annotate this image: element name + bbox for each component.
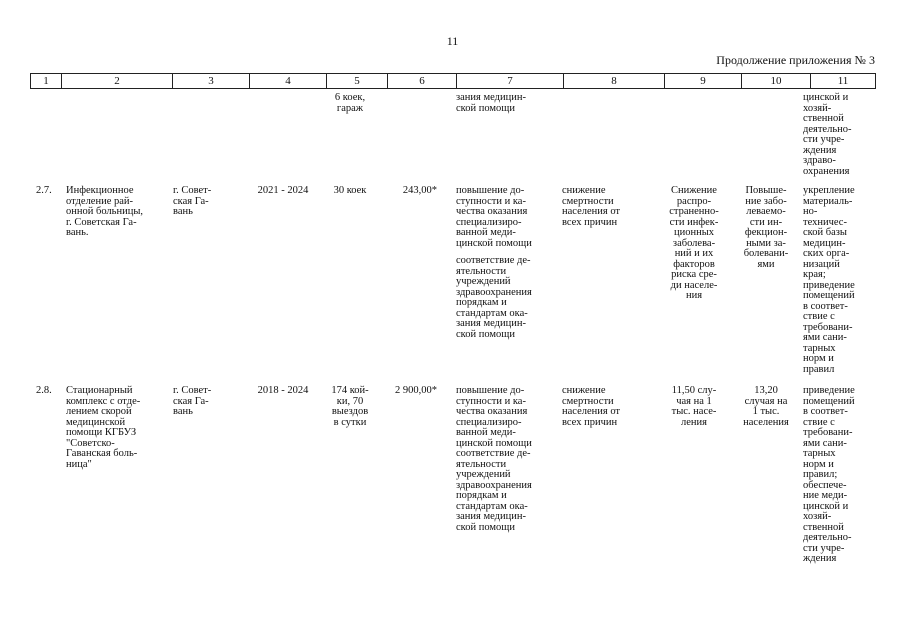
col-header-5: 5	[327, 74, 388, 89]
carry-capacity: 6 коек, гараж	[334, 92, 366, 114]
indicator-10: Повыше- ние забо- леваемо- сти ин- фекцион- ными за- болевани- ями	[743, 185, 789, 270]
object-cost: 243,00*	[402, 185, 437, 196]
col-header-9: 9	[665, 74, 742, 89]
row-number: 2.8.	[36, 385, 52, 396]
row-number: 2.7.	[36, 185, 52, 196]
col-header-6: 6	[388, 74, 457, 89]
object-goal: повышение до- ступности и ка- чества оказания специализиро- ванной меди- цинской помощи	[456, 185, 532, 249]
column-header-row	[30, 73, 876, 89]
carry-notes: цинской и хозяй- ственной деятельно- сти учре- ждения здраво- охранения	[803, 92, 852, 177]
continuation-label: Продолжение приложения № 3	[716, 53, 875, 67]
col-header-8: 8	[564, 74, 665, 89]
col-header-10: 10	[742, 74, 811, 89]
indicator-9: 11,50 слу- чая на 1 тыс. насе- ления	[671, 385, 717, 428]
col-header-1: 1	[31, 74, 62, 89]
col-header-7: 7	[457, 74, 564, 89]
object-cost: 2 900,00*	[395, 385, 437, 396]
object-goal: повышение до- ступности и ка- чества оказания специализиро- ванной меди- цинской помощи соответствие де- ятельности учреждений здравоохранения порядкам и стандартам ока- зания медицин- ской помощи	[456, 385, 532, 533]
carry-goal: зания медицин- ской помощи	[456, 92, 526, 114]
indicator-9: Снижение распро- страненно- сти инфек- ционных заболева- ний и их факторов риска сре- ди населе- ния	[669, 185, 719, 301]
object-notes: приведение помещений в соответ- ствие с требовани- ями сани- тарных норм и правил; обеспече- ние меди- цинской и хозяй- ственной деятельно- сти учре- ждения	[803, 385, 855, 564]
indicator-10: 13,20 случая на 1 тыс. населения	[743, 385, 789, 428]
col-header-4: 4	[250, 74, 327, 89]
object-goal-standards: соответствие де- ятельности учреждений здравоохранения порядкам и стандартам ока- зания медицин- ской помощи	[456, 255, 532, 340]
object-period: 2021 - 2024	[257, 185, 309, 196]
object-location: г. Совет- ская Га- вань	[173, 185, 212, 217]
col-header-2: 2	[62, 74, 173, 89]
object-capacity: 30 коек	[333, 185, 367, 196]
object-capacity: 174 кой- ки, 70 выездов в сутки	[331, 385, 369, 428]
object-notes: укрепление материаль- но- техничес- ской базы медицин- ских орга- низаций края; приведение помещений в соответ- ствие с требовани- ями сани- тарных норм и правил	[803, 185, 855, 375]
object-period: 2018 - 2024	[257, 385, 309, 396]
object-name: Инфекционное отделение рай- онной больницы, г. Советская Га- вань.	[66, 185, 144, 238]
page-number: 11	[446, 34, 459, 48]
object-effect: снижение смертности населения от всех причин	[562, 185, 621, 228]
object-effect: снижение смертности населения от всех причин	[562, 385, 621, 428]
object-name: Стационарный комплекс с отде- лением скорой медицинской помощи КГБУЗ "Советско- Гаванская боль- ница"	[66, 385, 141, 470]
col-header-11: 11	[811, 74, 876, 89]
object-location: г. Совет- ская Га- вань	[173, 385, 212, 417]
col-header-3: 3	[173, 74, 250, 89]
